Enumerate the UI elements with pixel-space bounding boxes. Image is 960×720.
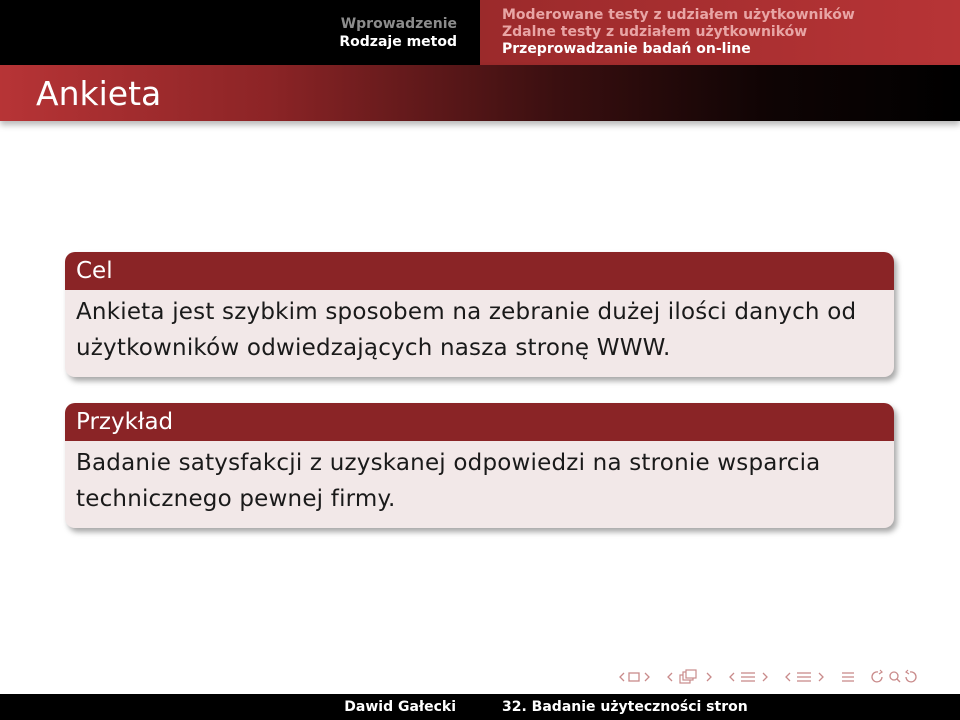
nav-section-wprowadzenie[interactable]: Wprowadzenie: [340, 15, 457, 32]
block-cel: [65, 252, 894, 377]
block-body: Ankieta jest szybkim sposobem na zebranie dużej ilości danych od użytkowników odwiedzających nasza stronę WWW.: [76, 299, 857, 361]
block-title: Cel: [65, 252, 894, 290]
nav-section-icon[interactable]: [784, 669, 826, 689]
block-title: Przykład: [65, 403, 894, 441]
nav-subsection-icon[interactable]: [666, 669, 714, 689]
frame-title-bar: [0, 65, 960, 121]
nav-search-icon[interactable]: [870, 669, 920, 689]
frame-title: Ankieta: [36, 74, 162, 113]
navigation-symbols: [618, 669, 920, 689]
footer-author: Dawid Gałecki: [0, 694, 480, 720]
section-nav: [0, 0, 480, 65]
block-body: Badanie satysfakcji z uzyskanej odpowiedzi na stronie wsparcia technicznego pewnej firmy.: [76, 450, 821, 512]
footer-title: 32. Badanie użyteczności stron: [480, 694, 960, 720]
footline-bar: [0, 694, 960, 720]
subsection-nav: [480, 0, 960, 65]
nav-section-icon[interactable]: [728, 669, 770, 689]
nav-doc-icon[interactable]: [840, 669, 856, 689]
nav-frame-icon[interactable]: [618, 670, 652, 688]
nav-subsection-zdalne[interactable]: Zdalne testy z udziałem użytkowników: [502, 24, 808, 40]
nav-section-rodzaje-metod[interactable]: Rodzaje metod: [339, 33, 457, 50]
nav-subsection-online[interactable]: Przeprowadzanie badań on-line: [502, 41, 751, 57]
nav-subsection-moderowane[interactable]: Moderowane testy z udziałem użytkowników: [502, 7, 855, 23]
block-przyklad: [65, 403, 894, 528]
headline-bar: [0, 0, 960, 65]
